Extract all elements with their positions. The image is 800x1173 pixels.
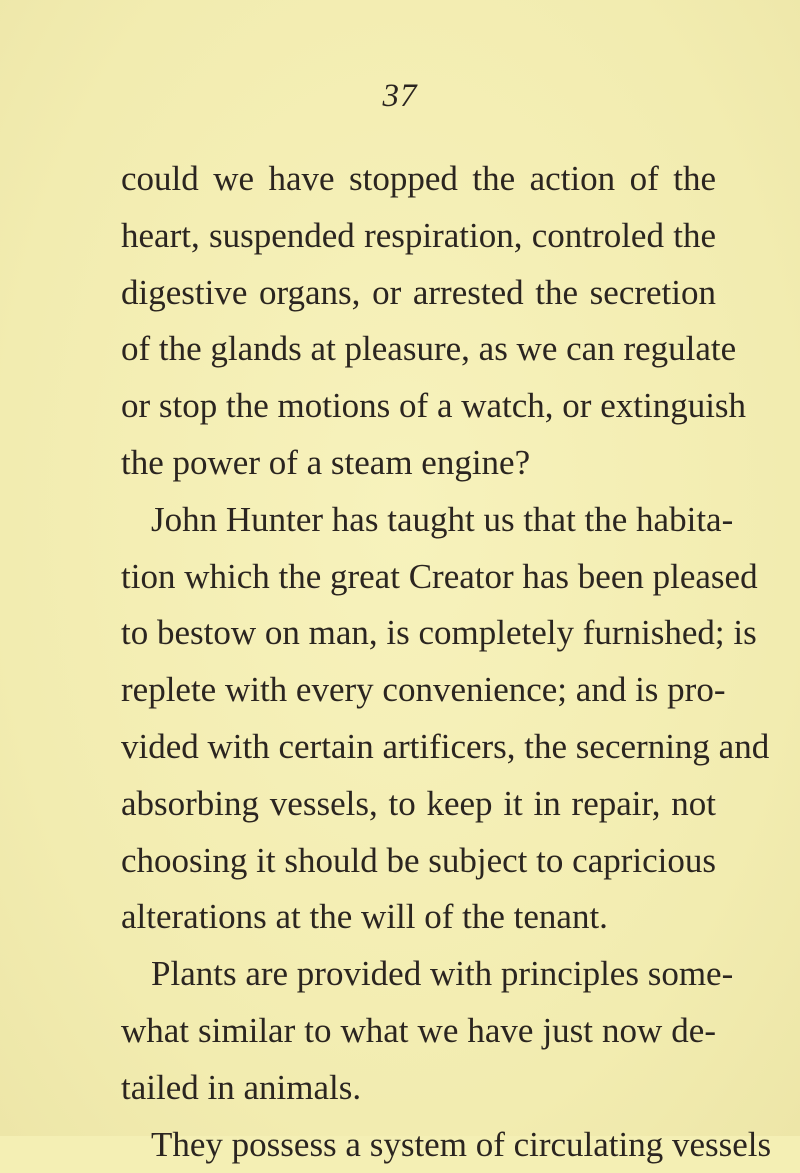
text-line-18: They possess a system of circulating vessels (151, 1124, 772, 1164)
text-line-9: to bestow on man, is completely furnished; is (121, 613, 757, 653)
body-text (121, 151, 772, 1173)
text-line-5: or stop the motions of a watch, or extinguish (121, 386, 747, 426)
text-line-16: what similar to what we have just now de- (121, 1010, 716, 1050)
text-line-10: replete with every convenience; and is pro- (121, 670, 726, 710)
text-line-14: alterations at the will of the tenant. (121, 897, 608, 937)
text-line-4: of the glands at pleasure, as we can regulate (121, 329, 737, 369)
text-line-11: vided with certain artificers, the secerning and (121, 726, 770, 766)
text-line-13: choosing it should be subject to capricious (121, 840, 716, 880)
text-line-17: tailed in animals. (121, 1067, 362, 1107)
page-number: 37 (382, 78, 418, 114)
text-line-1: could we have stopped the action of the (121, 159, 716, 198)
text-line-12: absorbing vessels, to keep it in repair, not (121, 783, 716, 823)
text-line-15: Plants are provided with principles some- (151, 954, 734, 994)
text-line-3: digestive organs, or arrested the secretion (121, 272, 716, 312)
text-line-2: heart, suspended respiration, controled the (121, 215, 716, 255)
text-line-8: tion which the great Creator has been pleased (121, 556, 758, 596)
text-line-7: John Hunter has taught us that the habita- (151, 499, 734, 539)
text-line-6: the power of a steam engine? (121, 442, 531, 482)
